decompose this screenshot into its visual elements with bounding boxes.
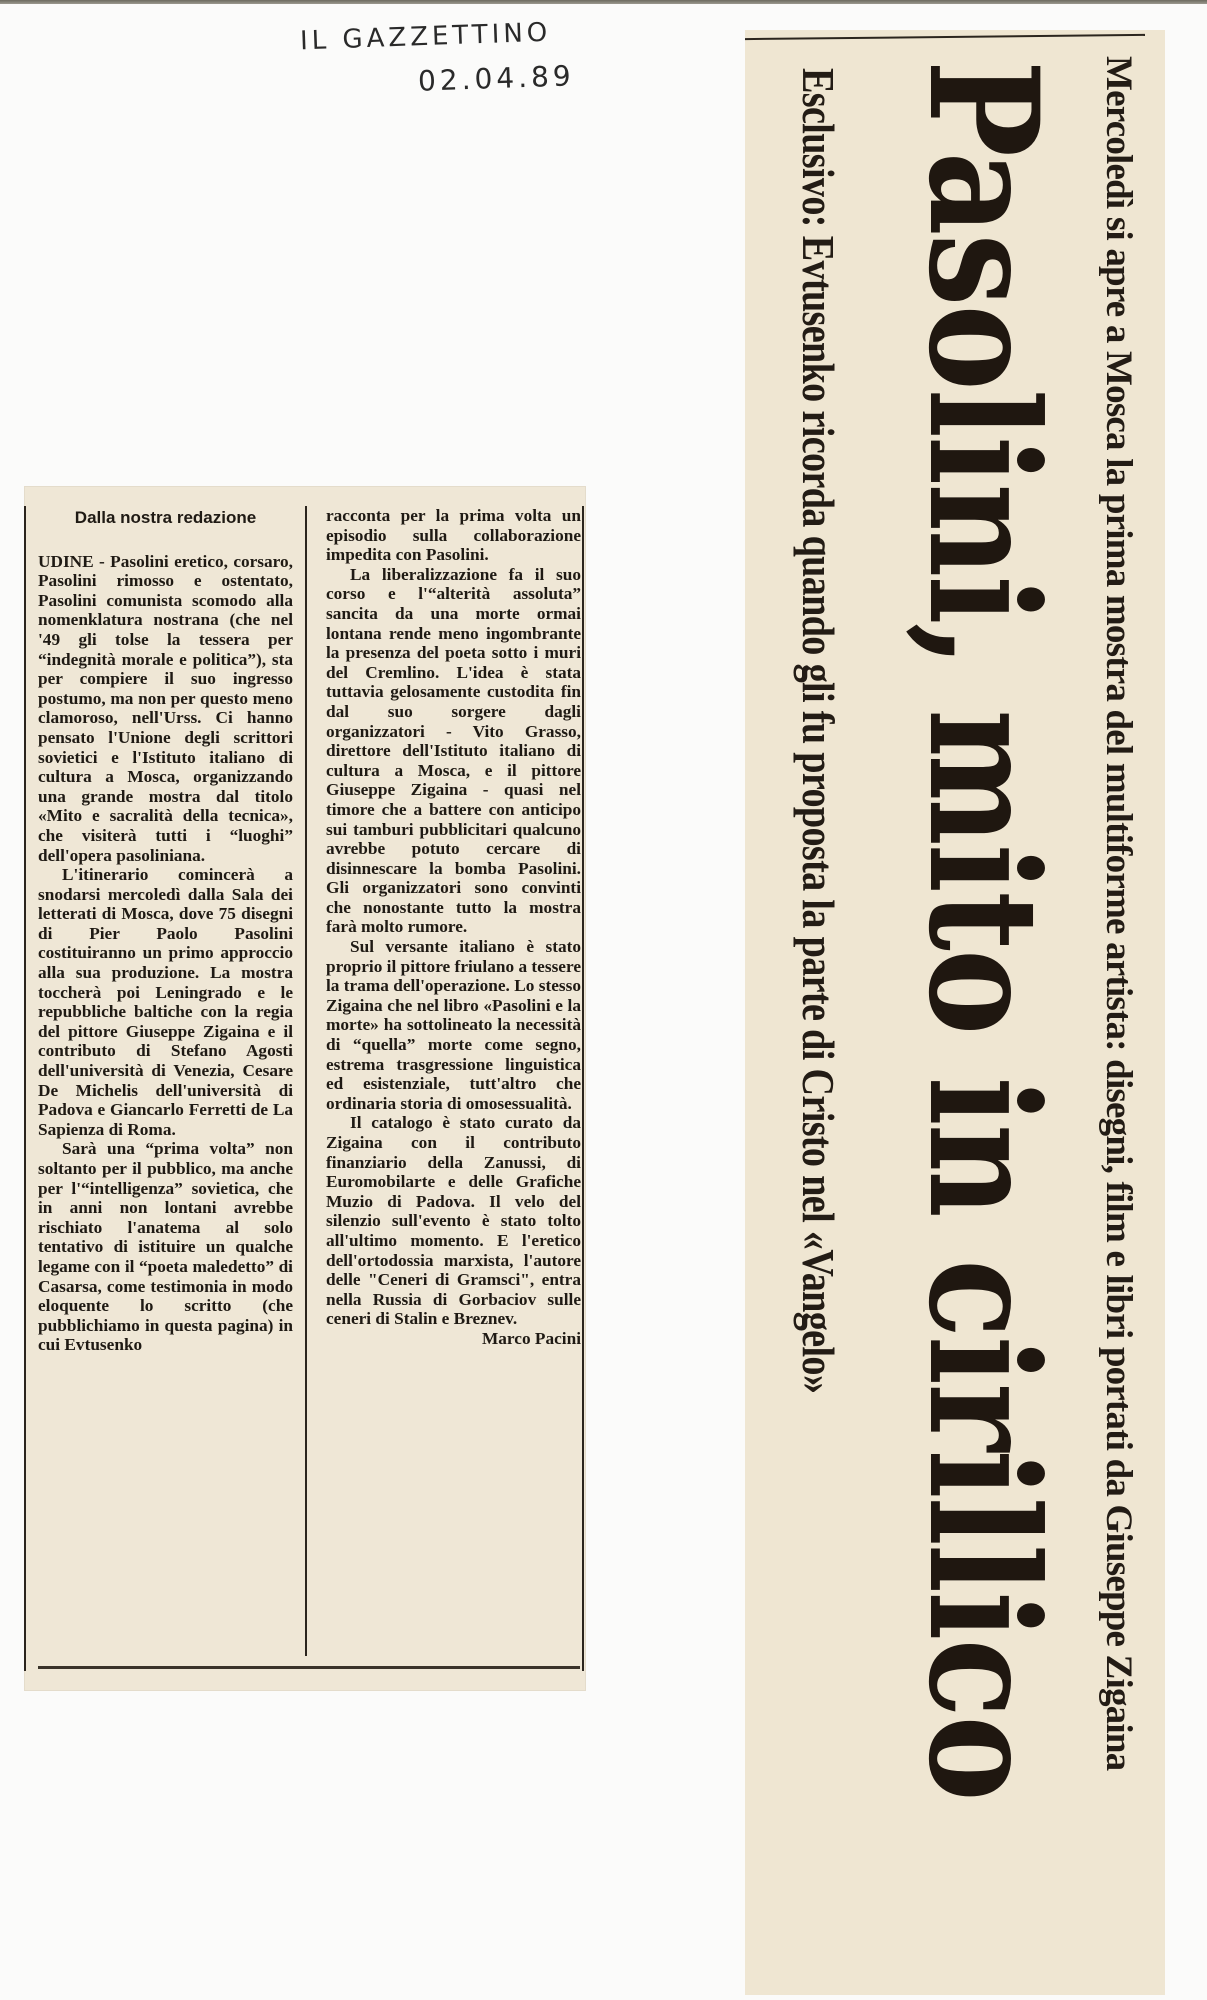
scan-top-edge <box>0 0 1207 4</box>
paragraph: Sarà una “prima volta” non soltanto per il pubblico, ma anche per l'“intelligenza” sovietica, che in anni non lontani avrebbe rischiato l'anatema al solo tentativo di istituire un qualche legame con il “poeta maledetto” di Casarsa, come testimonia in modo eloquente lo scritto (che pubblichiamo in questa pagina) in cui Evtusenko <box>38 1139 293 1355</box>
article-column-2 <box>326 506 581 1349</box>
paragraph: Il catalogo è stato curato da Zigaina con il contributo finanziario della Zanussi, di Euromobilarte e delle Grafiche Muzio di Padova. Il velo del silenzio sull'evento è stato tolto all'ultimo momento. E l'eretico dell'ortodossia marxista, l'autore delle "Ceneri di Gramsci", entra nella Russia di Gorbaciov sulle ceneri di Stalin e Breznev. <box>326 1113 581 1329</box>
paragraph: Sul versante italiano è stato proprio il pittore friulano a tessere la trama dell'operazione. Lo stesso Zigaina che nel libro «Pasolini e la morte» ha sottolineato la necessità di “quella” morte come segno, estrema trasgressione linguistica ed esistenziale, tutt'altro che ordinaria storia di omosessualità. <box>326 937 581 1113</box>
sub-headline: Esclusivo: Evtusenko ricorda quando gli fu proposta la parte di Cristo nel «Vangelo» <box>793 68 844 1394</box>
dateline: UDINE - <box>38 551 111 571</box>
bottom-rule <box>38 1666 580 1669</box>
paragraph: L'itinerario comincerà a snodarsi mercoledì dalla Sala dei letterati di Mosca, dove 75 disegni di Pier Paolo Pasolini costituiranno un primo approccio alla sua produzione. La mostra toccherà poi Leningrado e le repubbliche baltiche con la regia del pittore Giuseppe Zigaina e il contributo di Stefano Agosti dell'università di Venezia, Cesare De Michelis dell'università di Padova e Giancarlo Ferretti de La Sapienza di Roma. <box>38 865 293 1139</box>
right-border-rule <box>582 506 584 1671</box>
top-rule <box>745 34 1145 40</box>
main-headline: Pasolini, mito in cirillico <box>895 60 1071 1800</box>
paragraph: La liberalizzazione fa il suo corso e l'“alterità assoluta” sancita da una morte ormai lontana rende meno ingombrante la presenza del poeta sotto i muri del Cremlino. L'idea è stata tuttavia gelosamente custodita fin dal suo sorgere dagli organizzatori - Vito Grasso, direttore dell'Istituto italiano di cultura a Mosca, e il pittore Giuseppe Zigaina - quasi nel timore che a battere con anticipo sui tamburi pubblicitari qualcuno avrebbe potuto cercare di disinnescare la bomba Pasolini. Gli organizzatori sono convinti che nonostante tutto la mostra farà molto rumore. <box>326 564 581 937</box>
column-divider-rule <box>305 506 307 1656</box>
kicker: Dalla nostra redazione <box>74 508 257 527</box>
article-column-1 <box>38 506 293 1355</box>
handwritten-newspaper-name: IL GAZZETTINO <box>299 17 552 57</box>
handwritten-date: 02.04.89 <box>417 59 576 98</box>
supra-headline: Mercoledì si apre a Mosca la prima mostra del multiforme artista: disegni, film e libri portati da Giuseppe Zigaina <box>1098 56 1139 1771</box>
paragraph: UDINE - Pasolini eretico, corsaro, Pasolini rimosso e ostentato, Pasolini comunista scomodo alla nomenklatura nostrana (che nel '49 gli tolse la tessera per “indegnità morale e politica”), sta per compiere il suo ingresso postumo, ma non per questo meno clamoroso, nell'Urss. Ci hanno pensato l'Unione degli scrittori sovietici e l'Istituto italiano di cultura a Mosca, organizzando una grande mostra dal titolo «Mito e sacralità della tecnica», che visiterà tutti i “luoghi” dell'opera pasoliniana. <box>38 551 293 865</box>
byline: Marco Pacini <box>481 1328 581 1348</box>
article-clipping <box>24 486 586 1691</box>
paragraph: racconta per la prima volta un episodio sulla collaborazione impedita con Pasolini. <box>326 506 581 565</box>
headline-clipping <box>745 30 1165 1995</box>
left-border-rule <box>24 506 26 1671</box>
